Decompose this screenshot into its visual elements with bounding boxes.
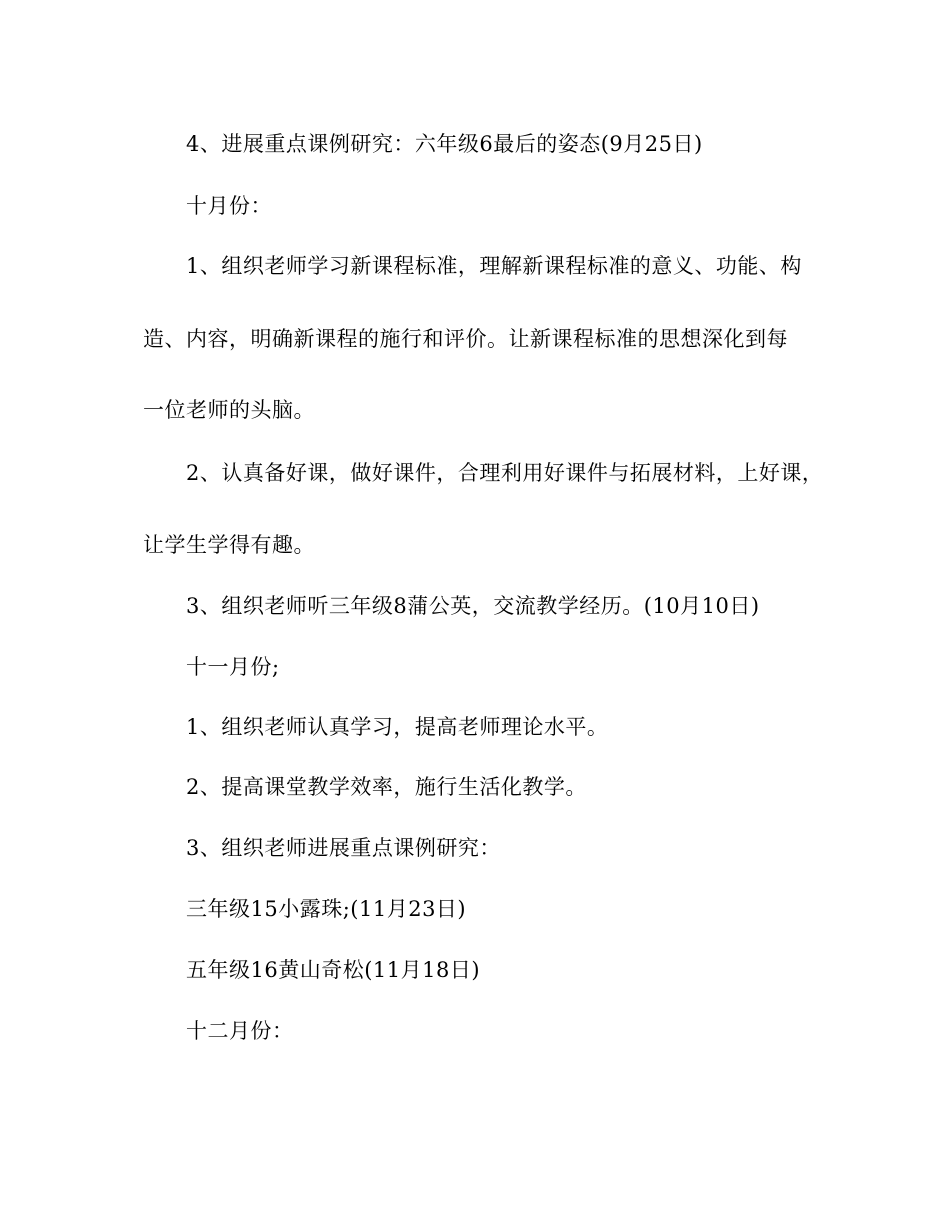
paragraph-line: 2、提高课堂教学效率，施行生活化教学。 — [186, 775, 587, 799]
section-heading-november: 十一月份; — [186, 655, 280, 679]
paragraph-line: 1、组织老师认真学习，提高老师理论水平。 — [186, 715, 609, 739]
section-heading-december: 十二月份： — [186, 1019, 294, 1043]
paragraph-line: 3、组织老师进展重点课例研究： — [186, 836, 501, 860]
section-heading-october: 十月份： — [186, 194, 272, 218]
paragraph-line: 三年级15小露珠;(11月23日) — [186, 897, 467, 921]
paragraph-line: 4、进展重点课例研究：六年级6最后的姿态(9月25日) — [186, 132, 703, 156]
paragraph-line: 3、组织老师听三年级8蒲公英，交流教学经历。(10月10日) — [186, 594, 760, 618]
paragraph-line: 造、内容，明确新课程的施行和评价。让新课程标准的思想深化到每 — [143, 327, 788, 351]
paragraph-line: 1、组织老师学习新课程标准，理解新课程标准的意义、功能、构 — [186, 254, 802, 278]
paragraph-line: 2、认真备好课，做好课件，合理利用好课件与拓展材料，上好课， — [186, 461, 824, 485]
paragraph-line: 让学生学得有趣。 — [143, 533, 315, 557]
paragraph-line: 一位老师的头脑。 — [143, 398, 315, 422]
paragraph-line: 五年级16黄山奇松(11月18日) — [186, 958, 481, 982]
